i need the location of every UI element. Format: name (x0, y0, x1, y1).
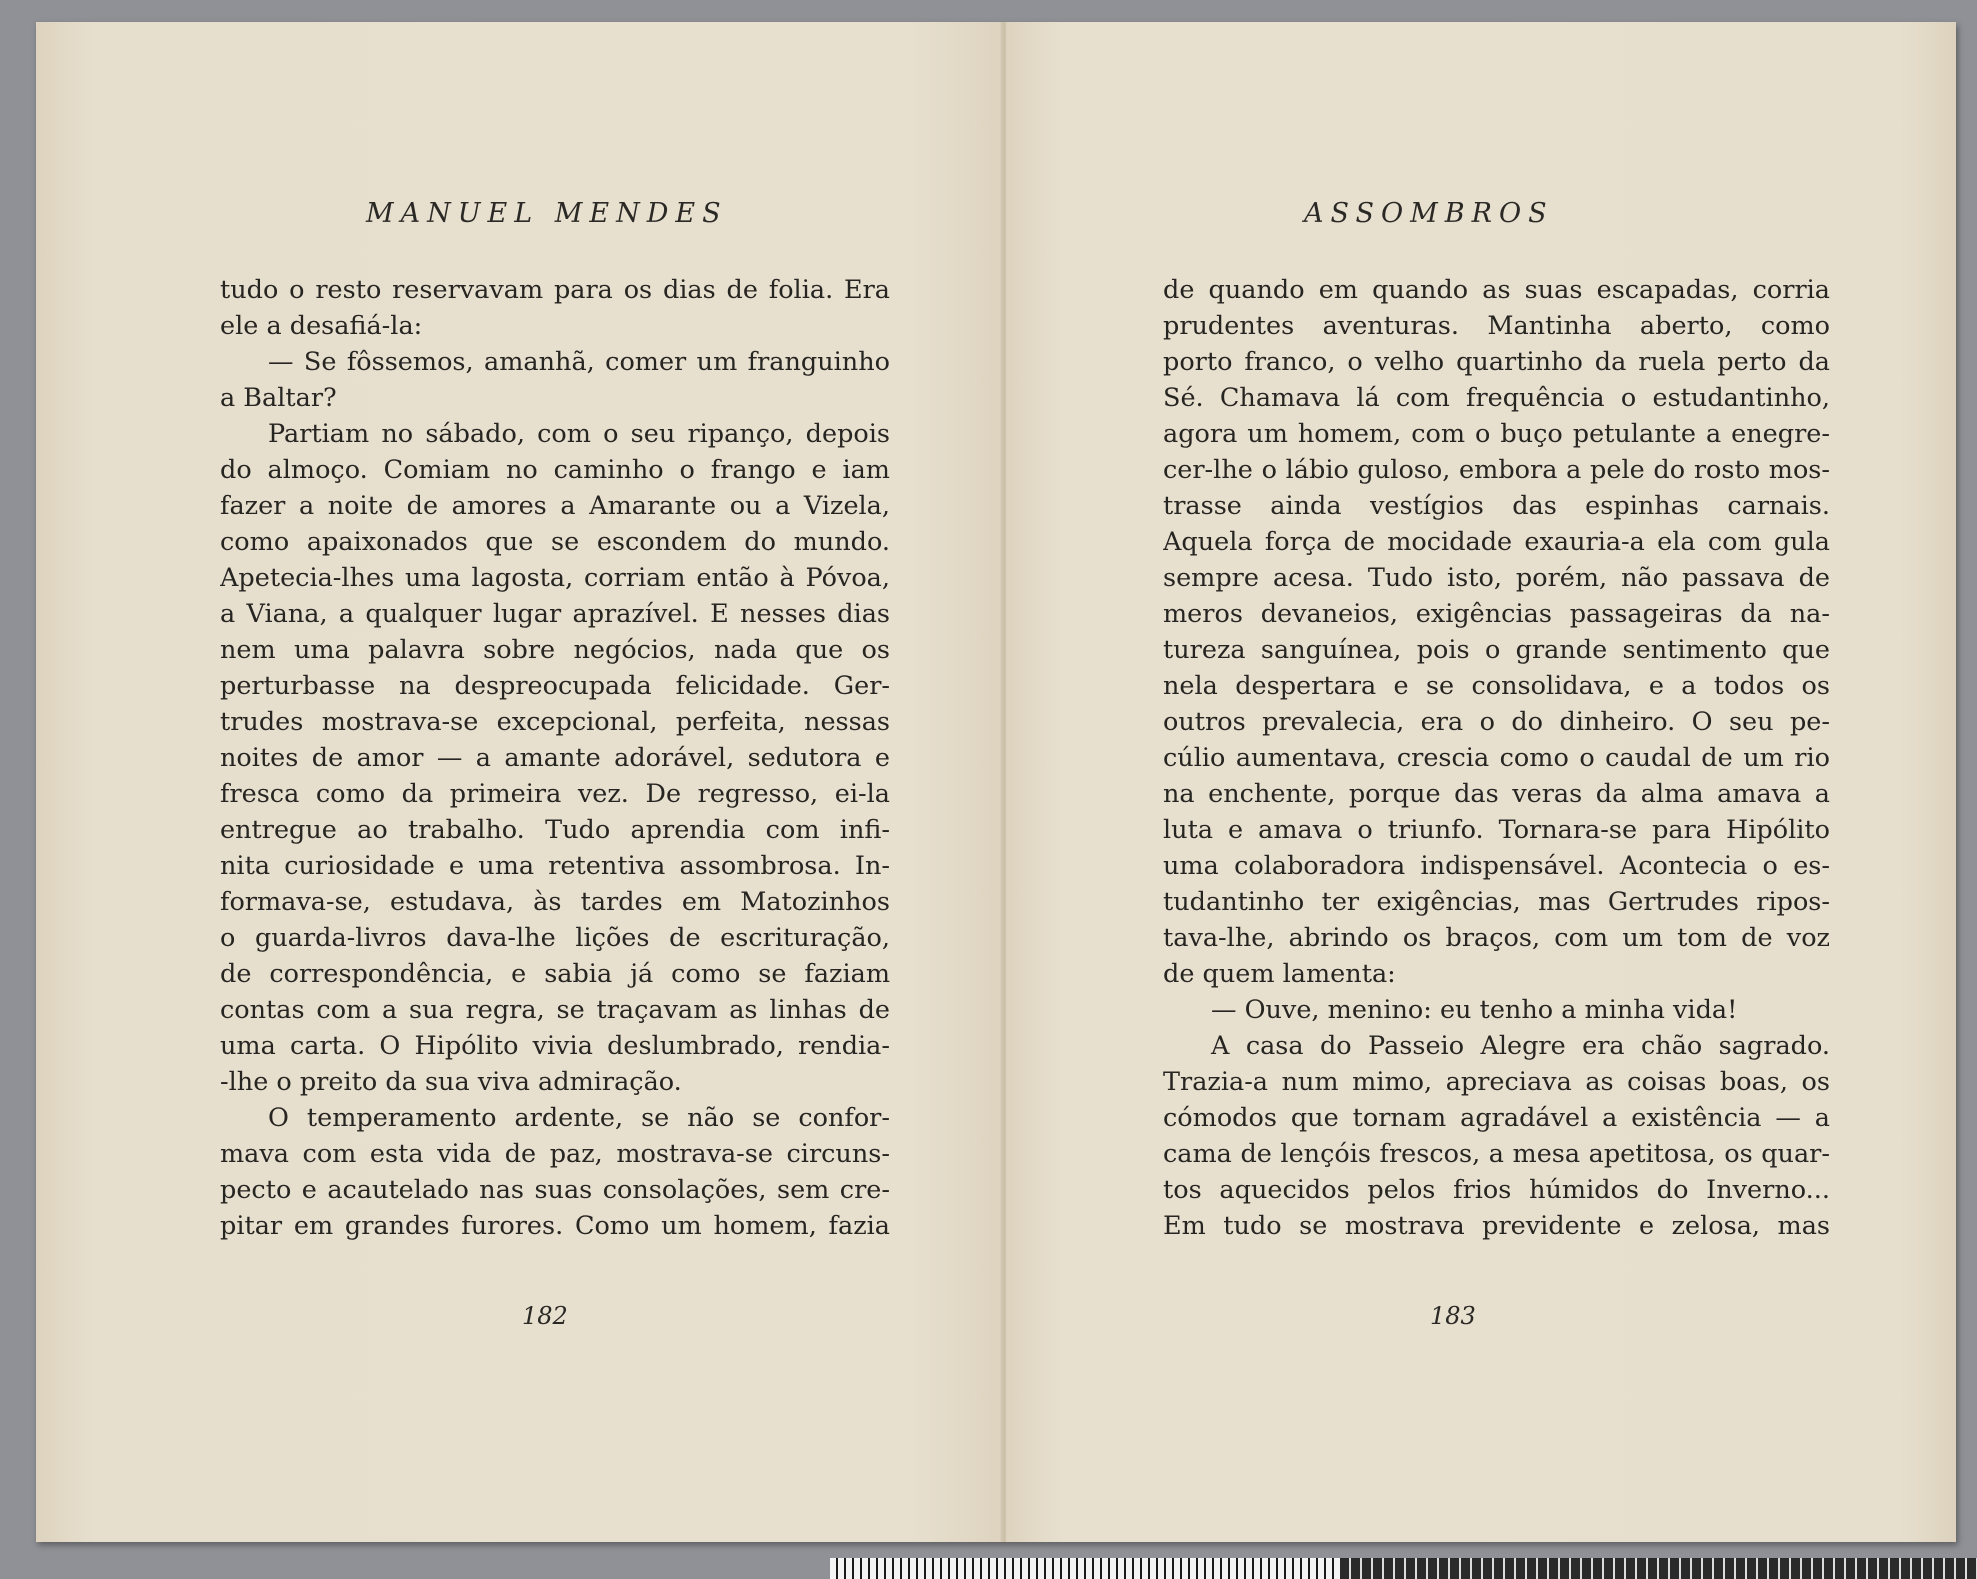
text-line: o guarda-livros dava-lhe lições de escrituração, (220, 923, 890, 953)
text-line: — Ouve, menino: eu tenho a minha vida! (1211, 995, 1738, 1025)
text-line: a Baltar? (220, 383, 337, 413)
text-line: de quem lamenta: (1163, 959, 1396, 989)
text-line: cómodos que tornam agradável a existência — a (1163, 1103, 1830, 1133)
text-line: uma colaboradora indispensável. Acontecia o es- (1163, 851, 1830, 881)
text-line: fazer a noite de amores a Amarante ou a Vizela, (220, 491, 890, 521)
text-line: noites de amor — a amante adorável, sedutora e (220, 743, 890, 773)
text-line: prudentes aventuras. Mantinha aberto, como (1163, 311, 1830, 341)
page-number-left: 182 (522, 1302, 568, 1330)
text-line: na enchente, porque das veras da alma amava a (1163, 779, 1830, 809)
text-line: Aquela força de mocidade exauria-a ela com gula (1163, 527, 1830, 557)
text-line: cer-lhe o lábio guloso, embora a pele do rosto mos- (1163, 455, 1830, 485)
text-line: tudantinho ter exigências, mas Gertrudes ripos- (1163, 887, 1830, 917)
text-line: O temperamento ardente, se não se confor- (268, 1103, 890, 1133)
text-line: tudo o resto reservavam para os dias de folia. Era (220, 275, 890, 305)
text-line: A casa do Passeio Alegre era chão sagrado. (1211, 1031, 1830, 1061)
text-line: porto franco, o velho quartinho da ruela perto da (1163, 347, 1830, 377)
text-line: mava com esta vida de paz, mostrava-se circuns- (220, 1139, 890, 1169)
text-line: meros devaneios, exigências passageiras da na- (1163, 599, 1830, 629)
left-page (36, 22, 1004, 1542)
text-line: de correspondência, e sabia já como se faziam (220, 959, 890, 989)
text-line: ele a desafiá-la: (220, 311, 423, 341)
text-line: -lhe o preito da sua viva admiração. (220, 1067, 682, 1097)
text-line: entregue ao trabalho. Tudo aprendia com infi- (220, 815, 890, 845)
text-line: nem uma palavra sobre negócios, nada que os (220, 635, 890, 665)
text-line: sempre acesa. Tudo isto, porém, não passava de (1163, 563, 1830, 593)
left-page-body (220, 272, 890, 1244)
text-line: agora um homem, com o buço petulante a enegre- (1163, 419, 1830, 449)
text-line: tos aquecidos pelos frios húmidos do Inverno... (1163, 1175, 1830, 1205)
running-head-author: MANUEL MENDES (366, 198, 728, 229)
text-line: de quando em quando as suas escapadas, corria (1163, 275, 1830, 305)
book-spread (36, 22, 1956, 1542)
text-line: contas com a sua regra, se traçavam as linhas de (220, 995, 890, 1025)
text-line: Trazia-a num mimo, apreciava as coisas boas, os (1163, 1067, 1830, 1097)
running-head-title: ASSOMBROS (1304, 198, 1554, 229)
text-line: trasse ainda vestígios das espinhas carnais. (1163, 491, 1830, 521)
text-line: cama de lençóis frescos, a mesa apetitosa, os quar- (1163, 1139, 1830, 1169)
text-line: nita curiosidade e uma retentiva assombrosa. In- (220, 851, 890, 881)
right-page (1006, 22, 1956, 1542)
text-line: a Viana, a qualquer lugar aprazível. E nesses dias (220, 599, 890, 629)
text-line: Apetecia-lhes uma lagosta, corriam então à Póvoa, (220, 563, 890, 593)
text-line: do almoço. Comiam no caminho o frango e iam (220, 455, 890, 485)
text-line: pecto e acautelado nas suas consolações, sem cre- (220, 1175, 890, 1205)
text-line: cúlio aumentava, crescia como o caudal de um rio (1163, 743, 1830, 773)
right-page-body (1163, 272, 1830, 1244)
text-line: tava-lhe, abrindo os braços, com um tom de voz (1163, 923, 1830, 953)
text-line: nela despertara e se consolidava, e a todos os (1163, 671, 1830, 701)
text-line: Em tudo se mostrava previdente e zelosa, mas (1163, 1211, 1830, 1241)
text-line: — Se fôssemos, amanhã, comer um franguinho (268, 347, 890, 377)
text-line: uma carta. O Hipólito vivia deslumbrado, rendia- (220, 1031, 890, 1061)
text-line: fresca como da primeira vez. De regresso, ei-la (220, 779, 890, 809)
text-line: Sé. Chamava lá com frequência o estudantinho, (1163, 383, 1830, 413)
text-line: pitar em grandes furores. Como um homem, fazia (220, 1211, 890, 1241)
page-number-right: 183 (1430, 1302, 1476, 1330)
text-line: tureza sanguínea, pois o grande sentimento que (1163, 635, 1830, 665)
text-line: como apaixonados que se escondem do mundo. (220, 527, 890, 557)
scale-bar-dark-segment (1340, 1558, 1977, 1579)
text-line: luta e amava o triunfo. Tornara-se para Hipólito (1163, 815, 1830, 845)
text-line: perturbasse na despreocupada felicidade. Ger- (220, 671, 890, 701)
text-line: formava-se, estudava, às tardes em Matozinhos (220, 887, 890, 917)
text-line: outros prevalecia, era o do dinheiro. O seu pe- (1163, 707, 1830, 737)
text-line: trudes mostrava-se excepcional, perfeita, nessas (220, 707, 890, 737)
text-line: Partiam no sábado, com o seu ripanço, depois (268, 419, 890, 449)
